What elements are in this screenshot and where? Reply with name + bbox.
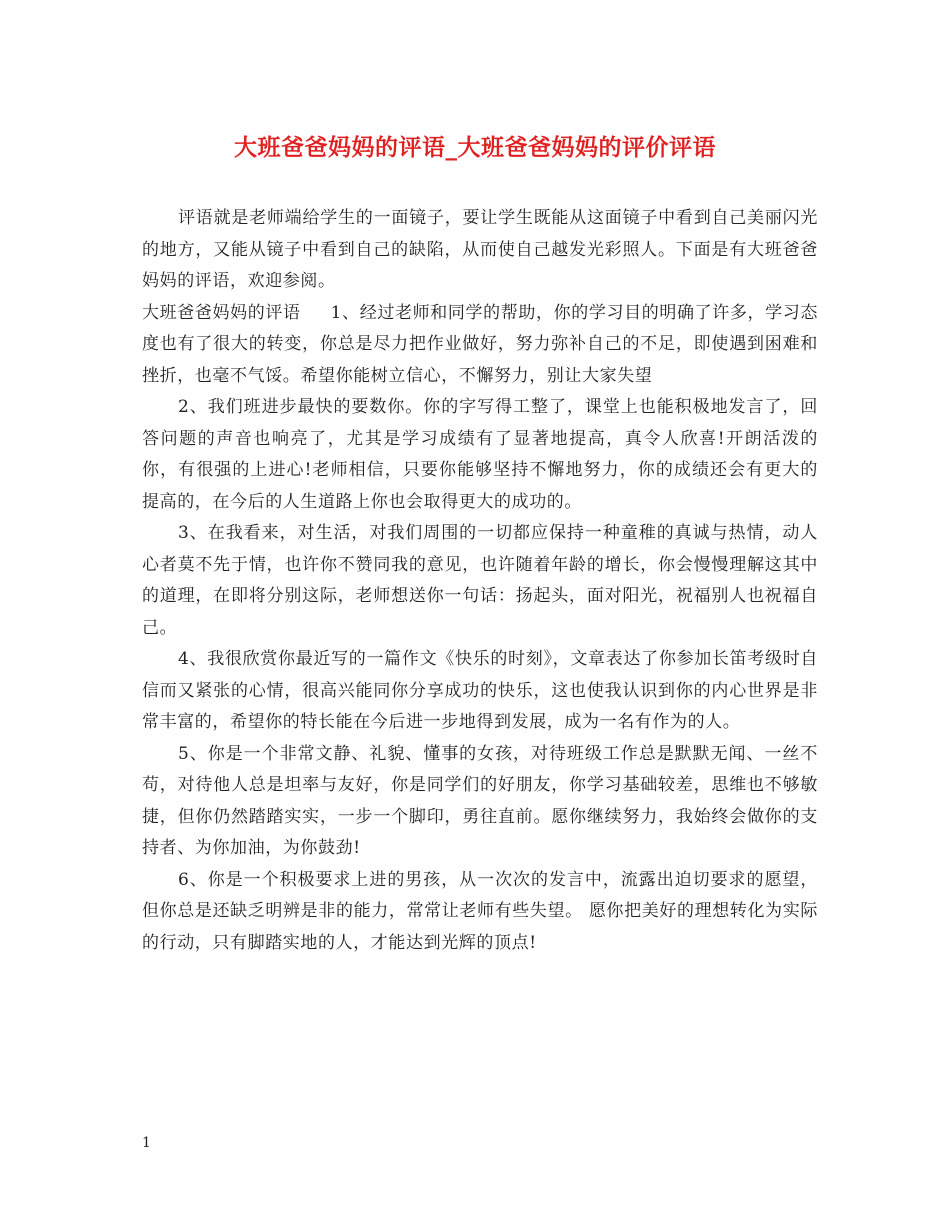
comment-paragraph-2: 2、我们班进步最快的要数你。你的字写得工整了，课堂上也能积极地发言了，回答问题的声音也响亮了，尤其是学习成绩有了显著地提高，真令人欣喜!开朗活泼的你，有很强的上进心!老师相信，只要你能够坚持不懈地努力，你的成绩还会有更大的提高的，在今后的人生道路上你也会取得更大的成功的。 <box>142 397 818 512</box>
comment-paragraph-6: 6、你是一个积极要求上进的男孩，从一次次的发言中，流露出迫切要求的愿望，但你总是还缺乏明辨是非的能力，常常让老师有些失望。 愿你把美好的理想转化为实际的行动，只有脚踏实地的人，才能达到光辉的顶点! <box>142 869 818 953</box>
page-number: 1 <box>142 1135 151 1151</box>
comment-text-1: 1、经过老师和同学的帮助，你的学习目的明确了许多，学习态度也有了很大的转变，你总是尽力把作业做好，努力弥补自己的不足，即使遇到困难和挫折，也毫不气馁。希望你能树立信心，不懈努力，别让大家失望 <box>142 302 818 386</box>
comment-paragraph-3: 3、在我看来，对生活，对我们周围的一切都应保持一种童稚的真诚与热情，动人心者莫不先于情，也许你不赞同我的意见，也许随着年龄的增长，你会慢慢理解这其中的道理，在即将分别这际，老师想送你一句话：扬起头，面对阳光，祝福别人也祝福自己。 <box>142 523 818 638</box>
section-heading: 大班爸爸妈妈的评语 <box>142 302 301 323</box>
comment-paragraph-1 <box>142 298 818 393</box>
comment-paragraph-5: 5、你是一个非常文静、礼貌、懂事的女孩，对待班级工作总是默默无闻、一丝不苟，对待他人总是坦率与友好，你是同学们的好朋友，你学习基础较差，思维也不够敏捷，但你仍然踏踏实实，一步一个脚印，勇往直前。愿你继续努力，我始终会做你的支持者、为你加油，为你鼓劲! <box>142 743 818 858</box>
document-body <box>142 203 818 959</box>
document-title: 大班爸爸妈妈的评语_大班爸爸妈妈的评价评语 <box>234 134 716 161</box>
comment-paragraph-4: 4、我很欣赏你最近写的一篇作文《快乐的时刻》，文章表达了你参加长笛考级时自信而又紧张的心情，很高兴能同你分享成功的快乐，这也使我认识到你的内心世界是非常丰富的，希望你的特长能在今后进一步地得到发展，成为一名有作为的人。 <box>142 649 818 732</box>
intro-paragraph: 评语就是老师端给学生的一面镜子，要让学生既能从这面镜子中看到自己美丽闪光的地方，又能从镜子中看到自己的缺陷，从而使自己越发光彩照人。下面是有大班爸爸妈妈的评语，欢迎参阅。 <box>142 208 818 291</box>
